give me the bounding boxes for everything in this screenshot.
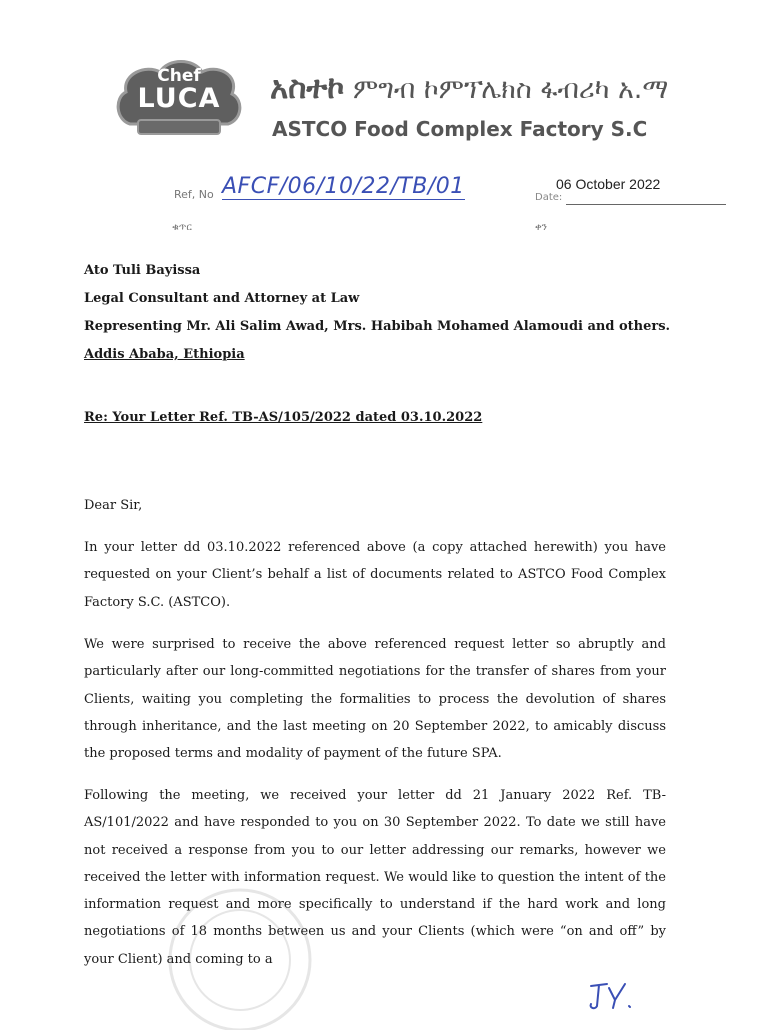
recipient-name: Ato Tuli Bayissa [84, 263, 201, 278]
recipient-city: Addis Ababa, Ethiopia [84, 347, 245, 362]
recipient-title: Legal Consultant and Attorney at Law [84, 291, 360, 306]
date-label-amharic: ቀን [535, 222, 547, 233]
paragraph-3: Following the meeting, we received your letter dd 21 January 2022 Ref. TB-AS/101/2022 and have responded to you on 30 September 2022. To date we still have not received a response from you to our letter addressing our remarks, however we received the letter with information request. We would like to question the intent of the information request and more specifically to understand if the hard work and long negotiations of 18 months between us and your Clients (which were “on and off” by your Client) and coming to a [84, 788, 666, 967]
company-name-english: ASTCO Food Complex Factory S.C [272, 117, 648, 141]
salutation: Dear Sir, [84, 498, 143, 513]
initials-signature [585, 978, 635, 1012]
paragraph-2: We were surprised to receive the above referenced request letter so abruptly and particularly after our long-committed negotiations for the transfer of shares from your Clients, waiting you completing the formalities to process the devolution of shares through inheritance, and the last meeting on 20 September 2022, to amicably discuss the proposed terms and modality of payment of the future SPA. [84, 637, 666, 762]
logo-text-bottom: LUCA [137, 83, 221, 114]
company-name-amharic [270, 70, 668, 107]
date-underline [566, 204, 726, 205]
date-value: 06 October 2022 [556, 176, 661, 192]
company-stamp-watermark [150, 880, 330, 1030]
ref-label-amharic: ቁጥር [172, 222, 192, 233]
company-name-amharic-rest: ምግብ ኮምፕሌክስ ፋብሪካ አ.ማ [353, 74, 669, 105]
date-label: Date: [535, 192, 563, 203]
chef-luca-logo [112, 54, 246, 138]
company-name-amharic-first: አስተኮ [270, 70, 345, 106]
recipient-representing: Representing Mr. Ali Salim Awad, Mrs. Habibah Mohamed Alamoudi and others. [84, 319, 671, 334]
ref-number-handwritten: AFCF/06/10/22/TB/01 [222, 174, 465, 199]
paragraph-1: In your letter dd 03.10.2022 referenced above (a copy attached herewith) you have requested on your Client’s behalf a list of documents related to ASTCO Food Complex Factory S.C. (ASTCO). [84, 540, 666, 610]
subject-line: Re: Your Letter Ref. TB-AS/105/2022 dated 03.10.2022 [84, 410, 483, 425]
logo-text-top: Chef [157, 66, 201, 86]
ref-label: Ref, No [174, 188, 214, 201]
